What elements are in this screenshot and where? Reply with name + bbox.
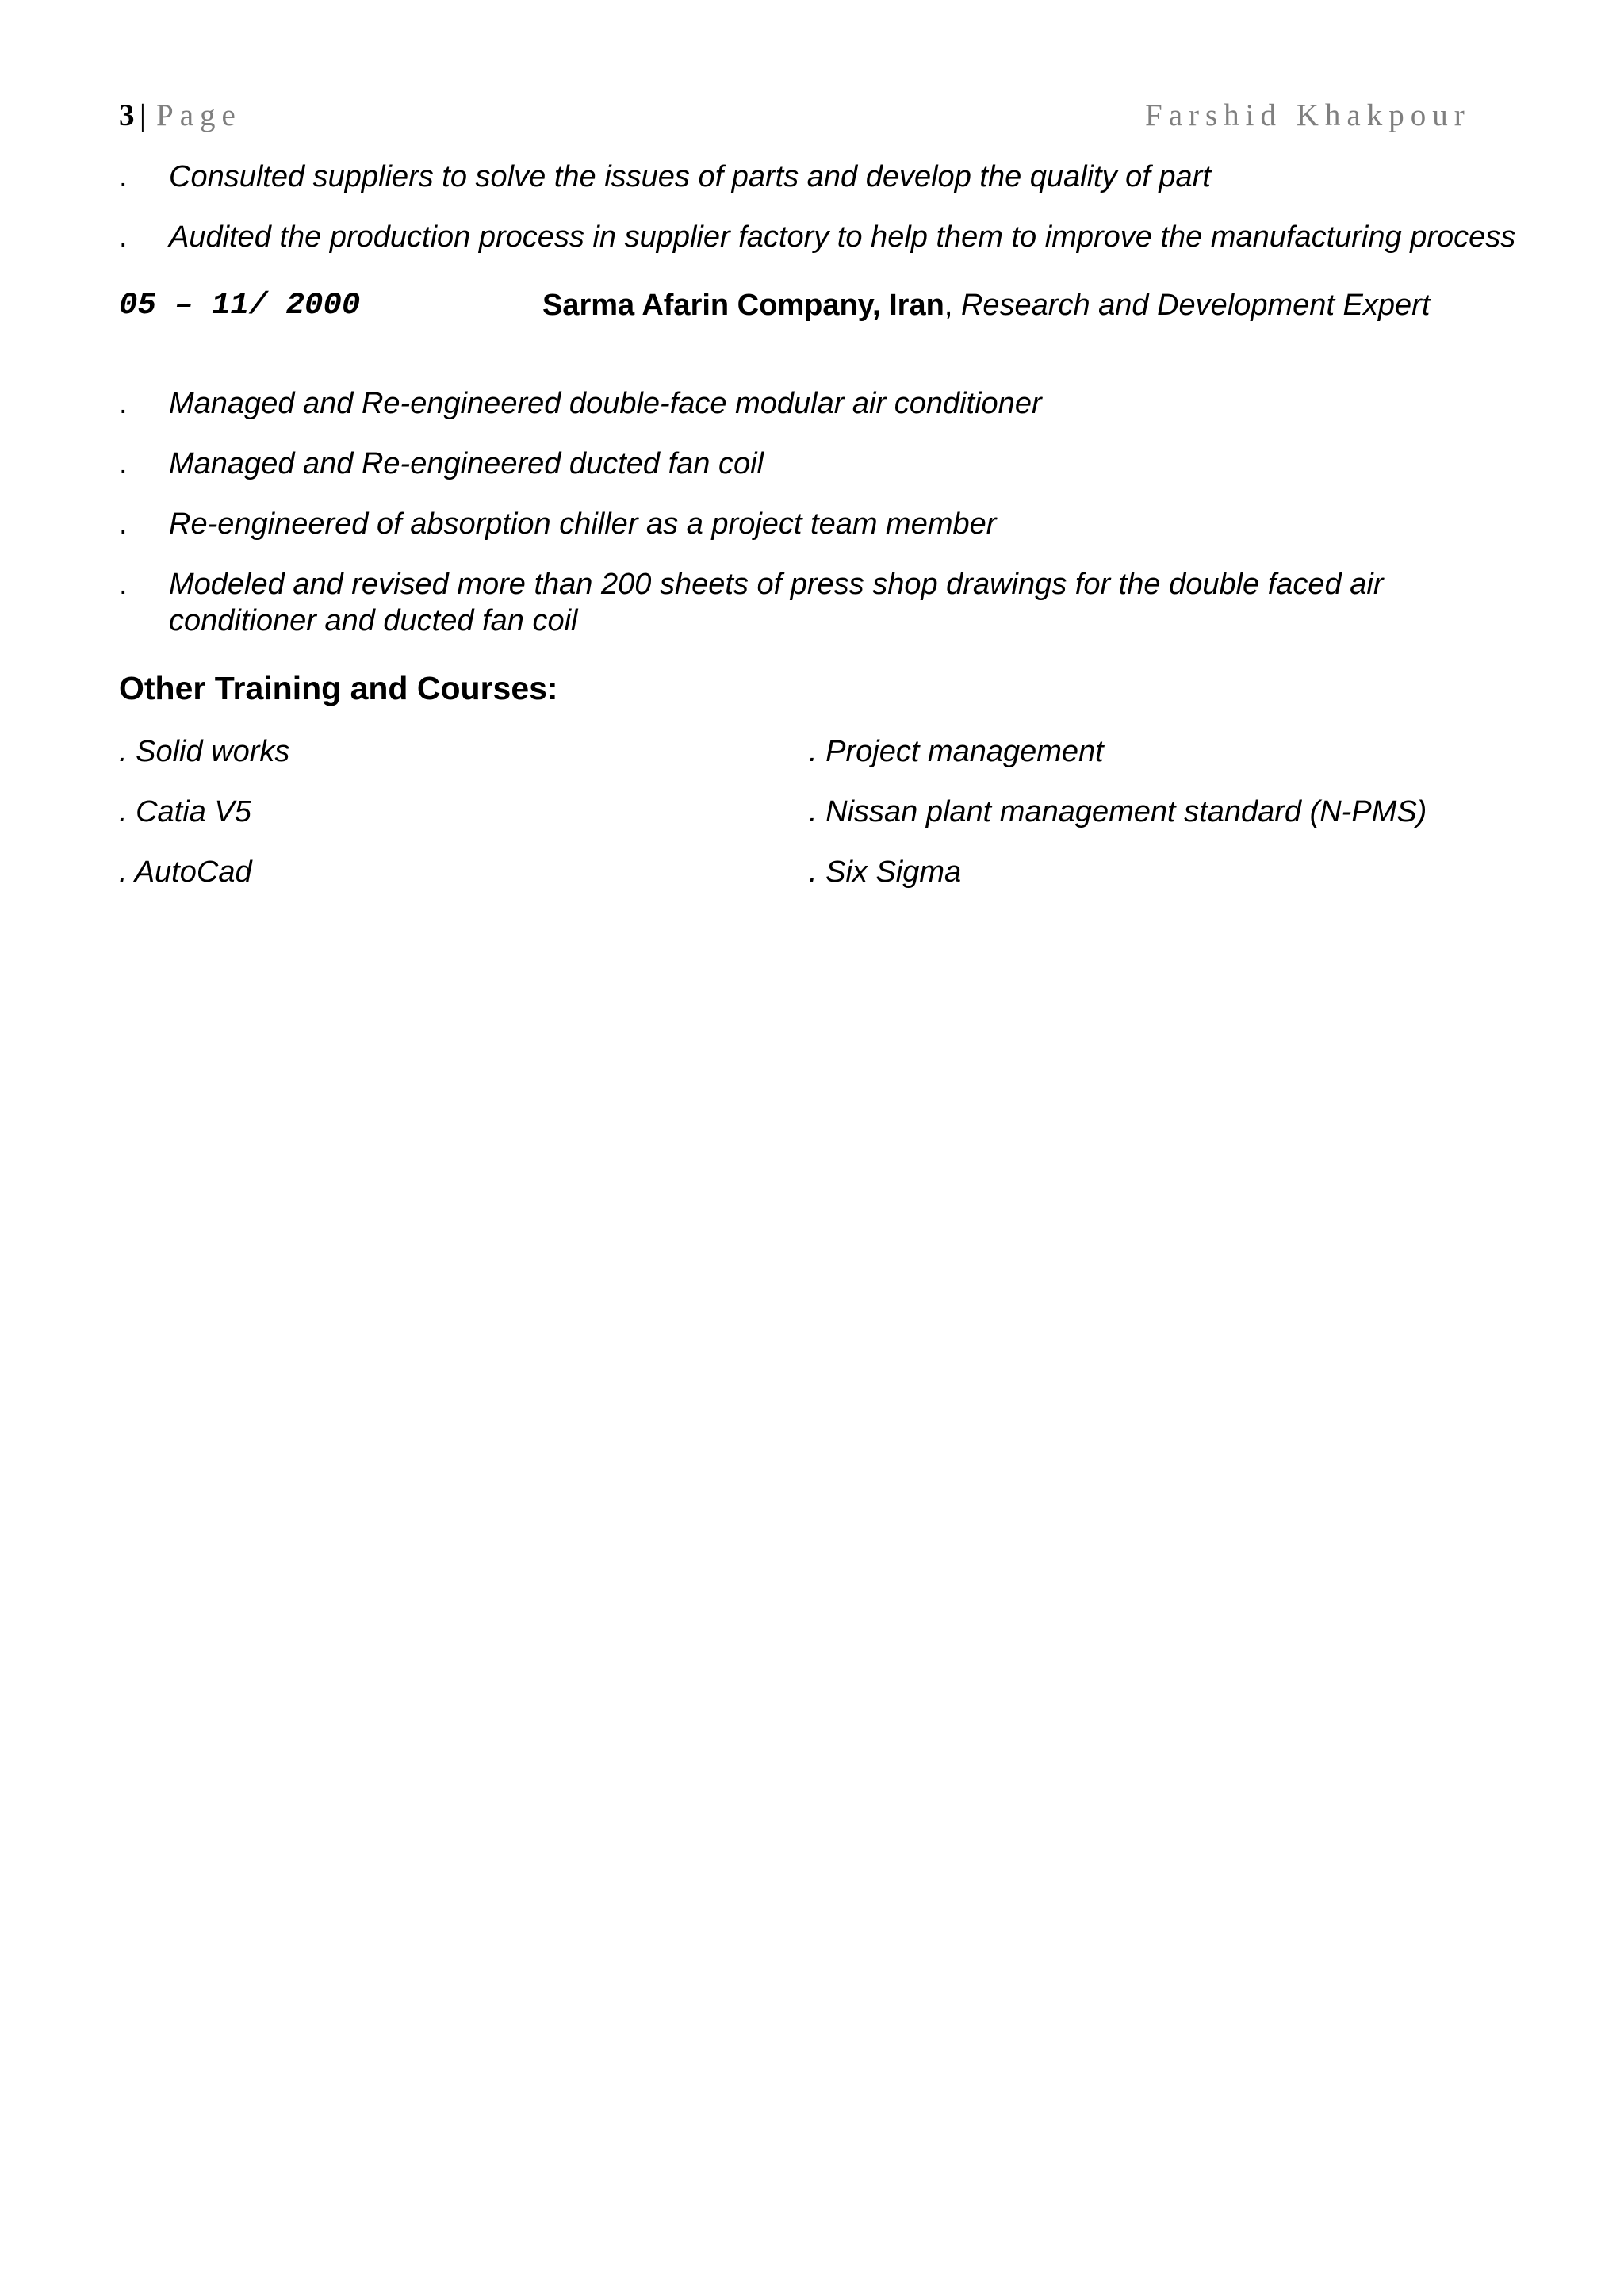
bullet-text: Audited the production process in supplier factory to help them to improve the manufacturing process xyxy=(169,220,1516,254)
job-title: Research and Development Expert xyxy=(960,289,1431,322)
course-item: . Solid works xyxy=(119,735,290,768)
bullet-text: Modeled and revised more than 200 sheets of press shop drawings for the double faced air conditioner and ducted fan coil xyxy=(169,568,1384,637)
page-number: 3 xyxy=(119,98,135,132)
bullet-text: Managed and Re-engineered double-face modular air conditioner xyxy=(169,387,1042,420)
course-item: . Nissan plant management standard (N-PMS) xyxy=(809,795,1427,828)
course-item: . AutoCad xyxy=(119,855,252,889)
bullet-marker: . xyxy=(119,387,128,420)
course-item: . Project management xyxy=(809,735,1104,768)
course-item: . Catia V5 xyxy=(119,795,251,828)
bullet-marker: . xyxy=(119,568,128,601)
bullet-text: Consulted suppliers to solve the issues of parts and develop the quality of part xyxy=(169,160,1211,193)
bullet-marker: . xyxy=(119,507,128,541)
page-label: Page xyxy=(156,98,242,132)
header-separator: | xyxy=(140,98,146,132)
company-name: Sarma Afarin Company, xyxy=(542,289,881,322)
job-entry xyxy=(119,285,1530,325)
bullet-marker: . xyxy=(119,447,128,480)
bullet-marker: . xyxy=(119,220,128,254)
job-date: 05 – 11/ 2000 xyxy=(119,288,361,323)
page-header xyxy=(119,94,1471,138)
bullet-text: Managed and Re-engineered ducted fan coil xyxy=(169,447,764,480)
job-company-line xyxy=(542,285,1430,325)
bullet-marker: . xyxy=(119,160,128,193)
course-item: . Six Sigma xyxy=(809,855,962,889)
company-location: Iran xyxy=(889,289,944,322)
comma: , xyxy=(944,289,953,322)
section-heading: Other Training and Courses: xyxy=(119,670,558,706)
bullet-text: Re-engineered of absorption chiller as a project team member xyxy=(169,507,997,541)
author-name: Farshid Khakpour xyxy=(1145,98,1471,132)
